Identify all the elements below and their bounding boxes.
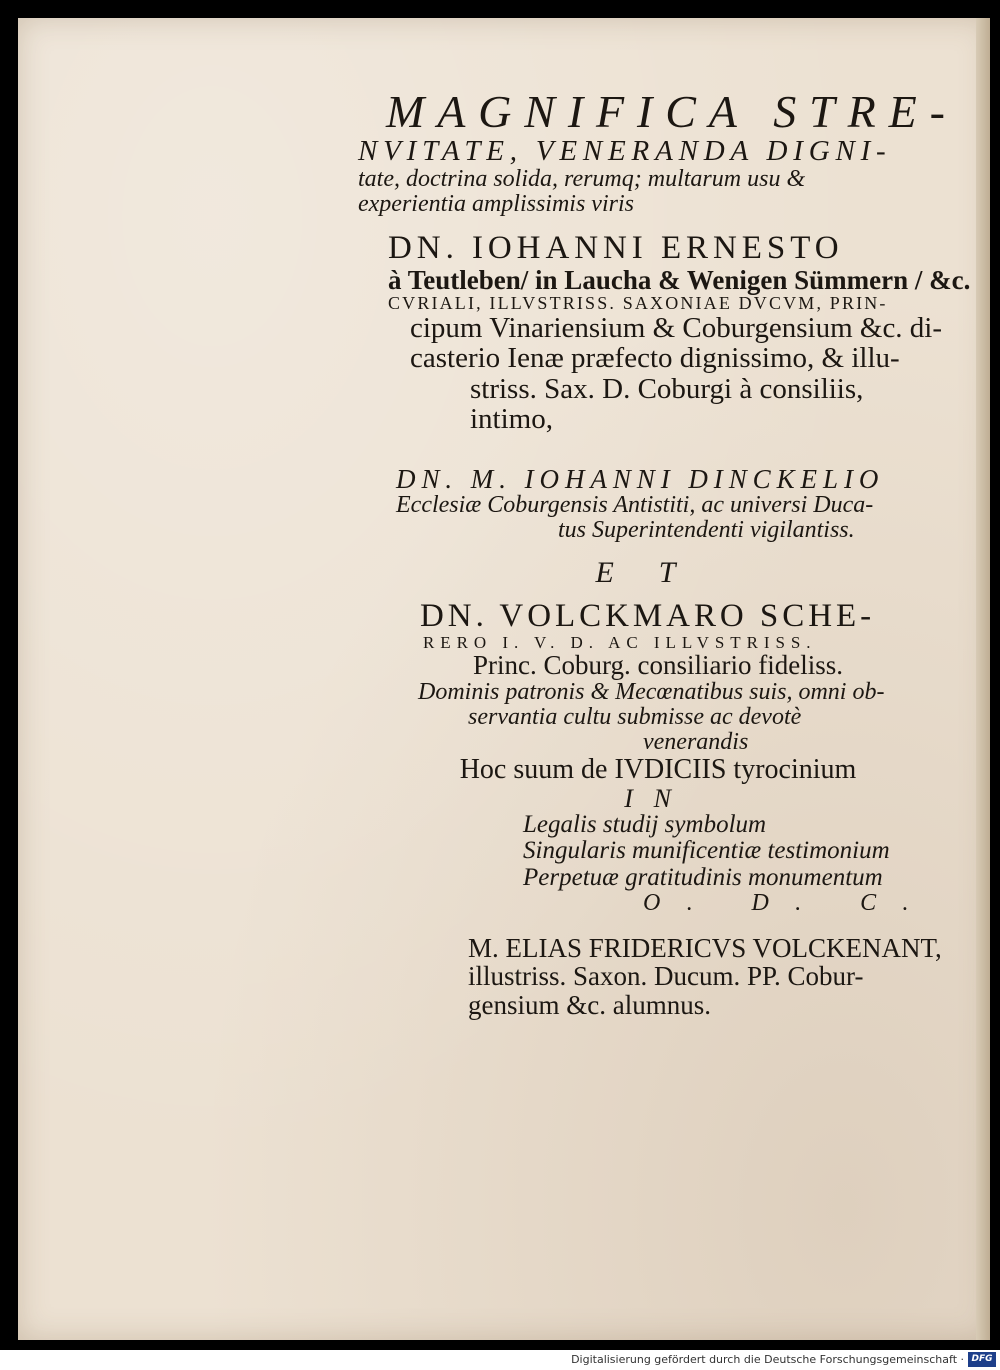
work-line: Hoc suum de IVDICIIS tyrocinium	[459, 754, 857, 786]
monumentum-line: Perpetuæ gratitudinis monumentum	[523, 863, 883, 891]
author-signature-2: illustriss. Saxon. Ducum. PP. Cobur-	[468, 961, 864, 992]
conjunction-et: ET	[595, 556, 721, 590]
dfg-logo: DFG	[968, 1352, 996, 1367]
recipient-office: CVRIALI, ILLVSTRISS. SAXONIAE DVCVM, PRIN-	[388, 293, 888, 314]
title-line-1: MAGNIFICA STRE-	[386, 86, 958, 137]
body-line-2: casterio Ienæ præfecto dignissimo, & illu-	[410, 342, 900, 375]
body-line-1: cipum Vinariensium & Coburgensium &c. di-	[410, 311, 943, 344]
patrons-line-1: Dominis patronis & Mecœnatibus suis, omni ob-	[418, 678, 885, 705]
page-edge	[976, 18, 990, 1340]
body-line-3: striss. Sax. D. Coburgi à consiliis,	[470, 372, 864, 405]
book-page	[18, 18, 990, 1340]
funding-credit: Digitalisierung gefördert durch die Deutsche Forschungsgemeinschaft ·	[571, 1353, 964, 1366]
recipient-title-fraktur: à Teutleben/ in Laucha & Wenigen Sümmern / &c.	[388, 264, 971, 295]
body-line-4: intimo,	[470, 403, 553, 436]
recipient-name-3: DN. VOLCKMARO SCHE-	[420, 597, 876, 634]
recipient-name-1: DN. IOHANNI ERNESTO	[388, 230, 844, 267]
recipient-3-degree: RERO I. V. D. AC ILLVSTRISS.	[423, 632, 817, 652]
odc-line: O. D. C.	[643, 889, 935, 916]
title-line-2: NVITATE, VENERANDA DIGNI-	[358, 135, 892, 168]
recipient-name-2: DN. M. IOHANNI DINCKELIO	[396, 463, 885, 494]
author-signature-1: M. ELIAS FRIDERICVS VOLCKENANT,	[468, 932, 942, 963]
patrons-line-3: venerandis	[643, 729, 749, 756]
dedication-text	[358, 88, 978, 1019]
dedication-line-1: tate, doctrina solida, rerumq; multarum usu &	[358, 165, 806, 192]
testimonium-line: Singularis munificentiæ testimonium	[523, 837, 890, 865]
dedication-line-2: experientia amplissimis viris	[358, 190, 634, 217]
recipient-2-title-1: Ecclesiæ Coburgensis Antistiti, ac universi Duca-	[396, 492, 874, 519]
in-line: IN	[624, 783, 692, 813]
author-signature-3: gensium &c. alumnus.	[468, 989, 711, 1020]
footer-bar	[0, 1350, 1000, 1370]
recipient-3-title: Princ. Coburg. consiliario fideliss.	[473, 650, 843, 681]
symbolum-line: Legalis studij symbolum	[523, 811, 767, 839]
patrons-line-2: servantia cultu submisse ac devotè	[468, 703, 802, 730]
recipient-2-title-2: tus Superintendenti vigilantiss.	[558, 517, 855, 544]
